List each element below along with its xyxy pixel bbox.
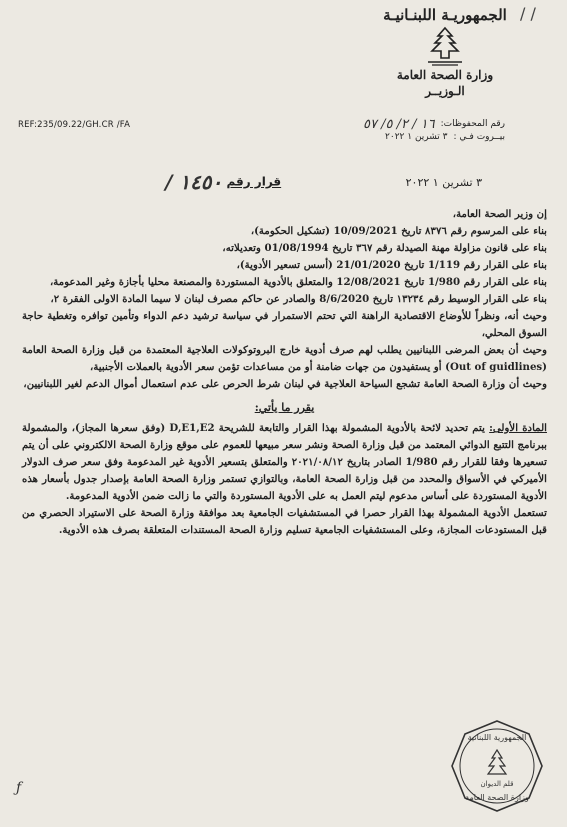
article-1 <box>22 420 547 505</box>
handwritten-initial: ƒ <box>16 780 22 796</box>
republic-title: الجمهوريـة اللبنـانيـة <box>383 6 507 24</box>
decision-label: قرار رقم <box>226 174 282 189</box>
archive-row <box>305 118 505 131</box>
decides-heading: يقرر ما يأتي: <box>254 401 315 414</box>
date-row <box>305 131 505 144</box>
stamp-bottom-text: قلم الديوان <box>480 780 514 788</box>
intro-line: إن وزير الصحة العامة، <box>452 208 547 220</box>
decision-number-value: ١٤٥٠ / <box>165 170 223 194</box>
stamp-top-text: الجمهورية اللبنانية <box>467 733 527 742</box>
clause-decree: بناء على المرسوم رقم ٨٣٧٦ تاريخ 10/09/2021 (تشكيل الحكومة)، <box>250 225 547 237</box>
beirut-date: ٣ تشرين ١ ٢٠٢٢ <box>385 132 448 142</box>
decision-date: ٣ تشرين ١ ٢٠٢٢ <box>405 176 482 189</box>
clause-decision-980: بناء على القرار رقم 1/980 تاريخ 12/08/2021 والمتعلق بالأدوية المستوردة والمصنعة محليا بأجازة وغير المدعومة، <box>50 276 547 288</box>
whereas-patients: وحيث أن بعض المرضى اللبنانيين يطلب لهم صرف أدوية خارج البروتوكولات العلاجية المعتمدة من قبل وزارة الصحة العامة (Out of guidlines) أو يستفيدون من جهات ضامنة أو من مساعدات تؤمن سعر الأدوية بالعملات الأجنبية، <box>22 344 547 373</box>
archive-meta <box>305 118 505 144</box>
clause-central-bank: بناء على القرار الوسيط رقم ١٣٢٣٤ تاريخ 8/6/2020 والصادر عن حاكم مصرف لبنان لا سيما المادة الاولى الفقرة ٢، <box>50 293 547 305</box>
article-1-text: يتم تحديد لائحة بالأدوية المشمولة بهذا القرار والتابعة للشريحة D,E1,E2 (وفق سعرها المجاز)، والمشمولة ببرنامج التتبع الدوائي المعتمد من قبل وزارة الصحة ونشر سعر مبيعها للعموم على موقع وزارة الصحة الالكتروني على أن يتم تسعيرها وفقا للقرار رقم 1/980 الصادر بتاريخ ٢٠٢١/٠٨/١٢ والمتعلق بتسعير الأدوية غير المدعومة وفق سعر صرف الدولار الأميركي في الأسواق والمحدد من قبل وزارة الصحة العامة، وبالتوازي تستمر وزارة الصحة العامة بإصدار جدول بأسعار هذه الأدوية المستوردة على أساس مدعوم ليتم العمل به على الأدوية المستوردة والتي ما زالت ضمن الأدوية المدعومة. <box>22 422 547 502</box>
beirut-label: بيــروت فـي : <box>453 132 505 142</box>
archive-label: رقم المحفوظات: <box>440 119 505 129</box>
whereas-economic: وحيث أنه، ونظراً للأوضاع الاقتصادية الراهنة التي تحتم الاستمرار في سياسة ترشيد دعم الدواء وتأمين توافره وتغطية حاجة السوق المحلي، <box>22 310 547 339</box>
clause-pricing-basis: بناء على القرار رقم 1/119 تاريخ 21/01/2020 (أسس تسعير الأدوية)، <box>236 259 547 271</box>
decision-number <box>165 170 281 194</box>
article-1-title: المادة الأولى: <box>489 422 547 434</box>
whereas-tourism: وحيث أن وزارة الصحة العامة تشجع السياحة العلاجية في لبنان شرط الحرص على عدم استعمال أموال الدعم لغير اللبنانيين، <box>23 378 547 390</box>
letterhead <box>345 6 545 98</box>
reference-number: REF:235/09.22/GH.CR /FA <box>18 120 131 130</box>
article-2: تستعمل الأدوية المشمولة بهذا القرار حصرا في المستشفيات الجامعية بعد موافقة وزارة الصحة على الاستيراد الحصري من قبل المستودعات المجازة، وعلى المستشفيات الجامعية تسليم وزارة الصحة المستندات المتعلقة بصرف هذه الأدوية. <box>22 507 547 536</box>
ministry-stamp <box>449 718 545 814</box>
minister-title: الـوزيــر <box>425 84 465 98</box>
clause-pharmacy-law: بناء على قانون مزاولة مهنة الصيدلة رقم ٣٦٧ تاريخ 01/08/1994 وتعديلاته، <box>222 242 547 254</box>
archive-value: ١٦ / ٢/ ٥/ ٥٧ <box>363 117 435 132</box>
cedar-logo-icon <box>422 26 468 66</box>
corner-pen-mark: / / <box>520 4 536 23</box>
decision-body <box>22 206 547 539</box>
ministry-name: وزارة الصحة العامة <box>396 68 494 82</box>
stamp-mid-text: وزارة الصحة العامة <box>465 793 529 802</box>
